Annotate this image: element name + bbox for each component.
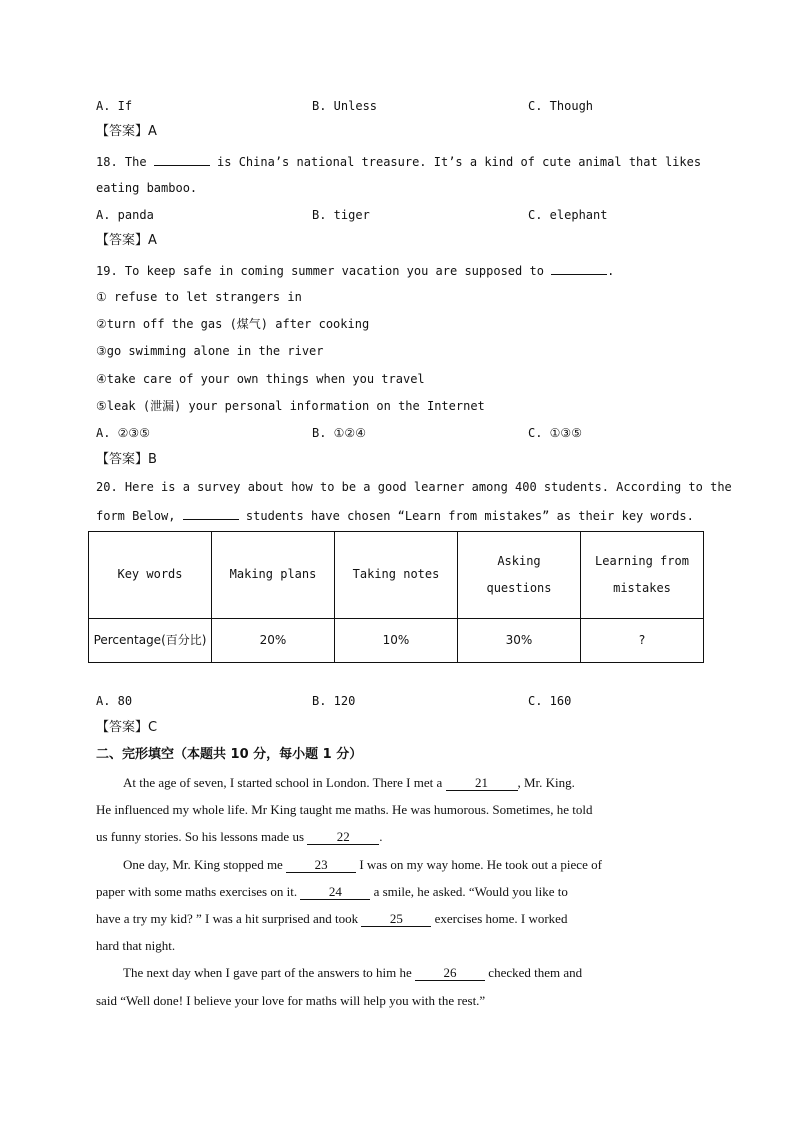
table-cell: 10%: [335, 618, 458, 662]
q18-option-c: C. elephant: [528, 208, 608, 222]
q17-option-c: C. Though: [528, 99, 594, 113]
table-cell: 20%: [212, 618, 335, 662]
table-header-cell: Learning from mistakes: [581, 532, 704, 619]
cloze-p2-line3: [96, 911, 700, 927]
cloze-text: One day, Mr. King stopped me: [123, 857, 287, 872]
q18-stem-line1: [96, 153, 701, 170]
q20-option-b: B. 120: [312, 694, 356, 708]
cloze-blank-22: 22: [307, 830, 379, 845]
q19-stem-pre: 19. To keep safe in coming summer vacation you are supposed to: [96, 264, 552, 278]
table-cell: ?: [581, 618, 704, 662]
cloze-p3-line1: [123, 965, 700, 981]
q20-option-c: C. 160: [528, 694, 572, 708]
cloze-blank-21: 21: [446, 776, 518, 791]
q18-option-a: A. panda: [96, 208, 154, 222]
cloze-blank-25: 25: [361, 912, 431, 927]
cloze-text: At the age of seven, I started school in London. There I met a: [123, 775, 446, 790]
cloze-p2-line1: [123, 857, 700, 873]
cloze-blank-26: 26: [415, 966, 485, 981]
cloze-text: have a try my kid? ” I was a hit surprised and took: [96, 911, 362, 926]
cloze-blank-23: 23: [286, 858, 356, 873]
cloze-p3-line2: said “Well done! I believe your love for maths will help you with the rest.”: [96, 993, 486, 1008]
cloze-text: a smile, he asked. “Would you like to: [370, 884, 568, 899]
q19-stem-post: .: [607, 264, 615, 278]
table-header-cell: Taking notes: [335, 532, 458, 619]
table-row: [89, 618, 704, 662]
q19-option-c: C. ①③⑤: [528, 426, 582, 440]
section-title: 二、完形填空（本题共 10 分，每小题 1 分）: [96, 747, 363, 762]
q19-item-3: ③go swimming alone in the river: [96, 344, 324, 358]
q20-stem-line2: [96, 507, 694, 524]
cloze-p1-line3: [96, 829, 700, 845]
q17-answer: 【答案】A: [96, 124, 157, 139]
cloze-p1-line2: He influenced my whole life. Mr King taught me maths. He was humorous. Sometimes, he told: [96, 802, 593, 817]
cloze-text: The next day when I gave part of the answers to him he: [123, 965, 416, 980]
q20-blank: [183, 507, 239, 520]
cloze-p2-line2: [96, 884, 700, 900]
table-cell: 30%: [458, 618, 581, 662]
q17-option-a: A. If: [96, 99, 133, 113]
q20-stem-pre: form Below,: [96, 509, 183, 523]
q19-blank: [551, 262, 607, 275]
q19-option-a: A. ②③⑤: [96, 426, 150, 440]
cloze-text: paper with some maths exercises on it.: [96, 884, 301, 899]
q19-item-1: ① refuse to let strangers in: [96, 290, 302, 304]
q18-stem-post: is China’s national treasure. It’s a kind of cute animal that likes: [209, 155, 702, 169]
table-header-cell: Making plans: [212, 532, 335, 619]
q18-option-b: B. tiger: [312, 208, 370, 222]
cloze-text: , Mr. King.: [517, 775, 575, 790]
table-header-row: [89, 532, 704, 619]
q19-item-2: ②turn off the gas (煤气) after cooking: [96, 317, 370, 331]
q19-answer: 【答案】B: [96, 452, 157, 467]
q19-item-5: ⑤leak (泄漏) your personal information on the Internet: [96, 399, 485, 413]
q18-answer: 【答案】A: [96, 233, 157, 248]
table-cell: Percentage(百分比): [89, 618, 212, 662]
cloze-text: us funny stories. So his lessons made us: [96, 829, 308, 844]
table-header-cell: Key words: [89, 532, 212, 619]
cloze-text: checked them and: [485, 965, 583, 980]
survey-table: [88, 531, 704, 663]
q19-item-4: ④take care of your own things when you travel: [96, 372, 425, 386]
cloze-p1-line1: [123, 775, 700, 791]
q18-stem-line2: eating bamboo.: [96, 181, 198, 195]
q18-blank: [154, 153, 210, 166]
cloze-text: .: [379, 829, 383, 844]
q20-stem-line1: 20. Here is a survey about how to be a good learner among 400 students. According to the: [96, 480, 732, 494]
cloze-blank-24: 24: [300, 885, 370, 900]
q20-answer: 【答案】C: [96, 720, 158, 735]
q20-stem-post: students have chosen “Learn from mistakes” as their key words.: [238, 509, 694, 523]
table-header-cell: Asking questions: [458, 532, 581, 619]
q17-option-b: B. Unless: [312, 99, 378, 113]
cloze-text: I was on my way home. He took out a piece of: [356, 857, 602, 872]
q19-option-b: B. ①②④: [312, 426, 366, 440]
q20-option-a: A. 80: [96, 694, 133, 708]
cloze-text: exercises home. I worked: [431, 911, 568, 926]
q18-stem-pre: 18. The: [96, 155, 154, 169]
q19-stem: [96, 262, 614, 279]
cloze-p2-line4: hard that night.: [96, 938, 176, 953]
